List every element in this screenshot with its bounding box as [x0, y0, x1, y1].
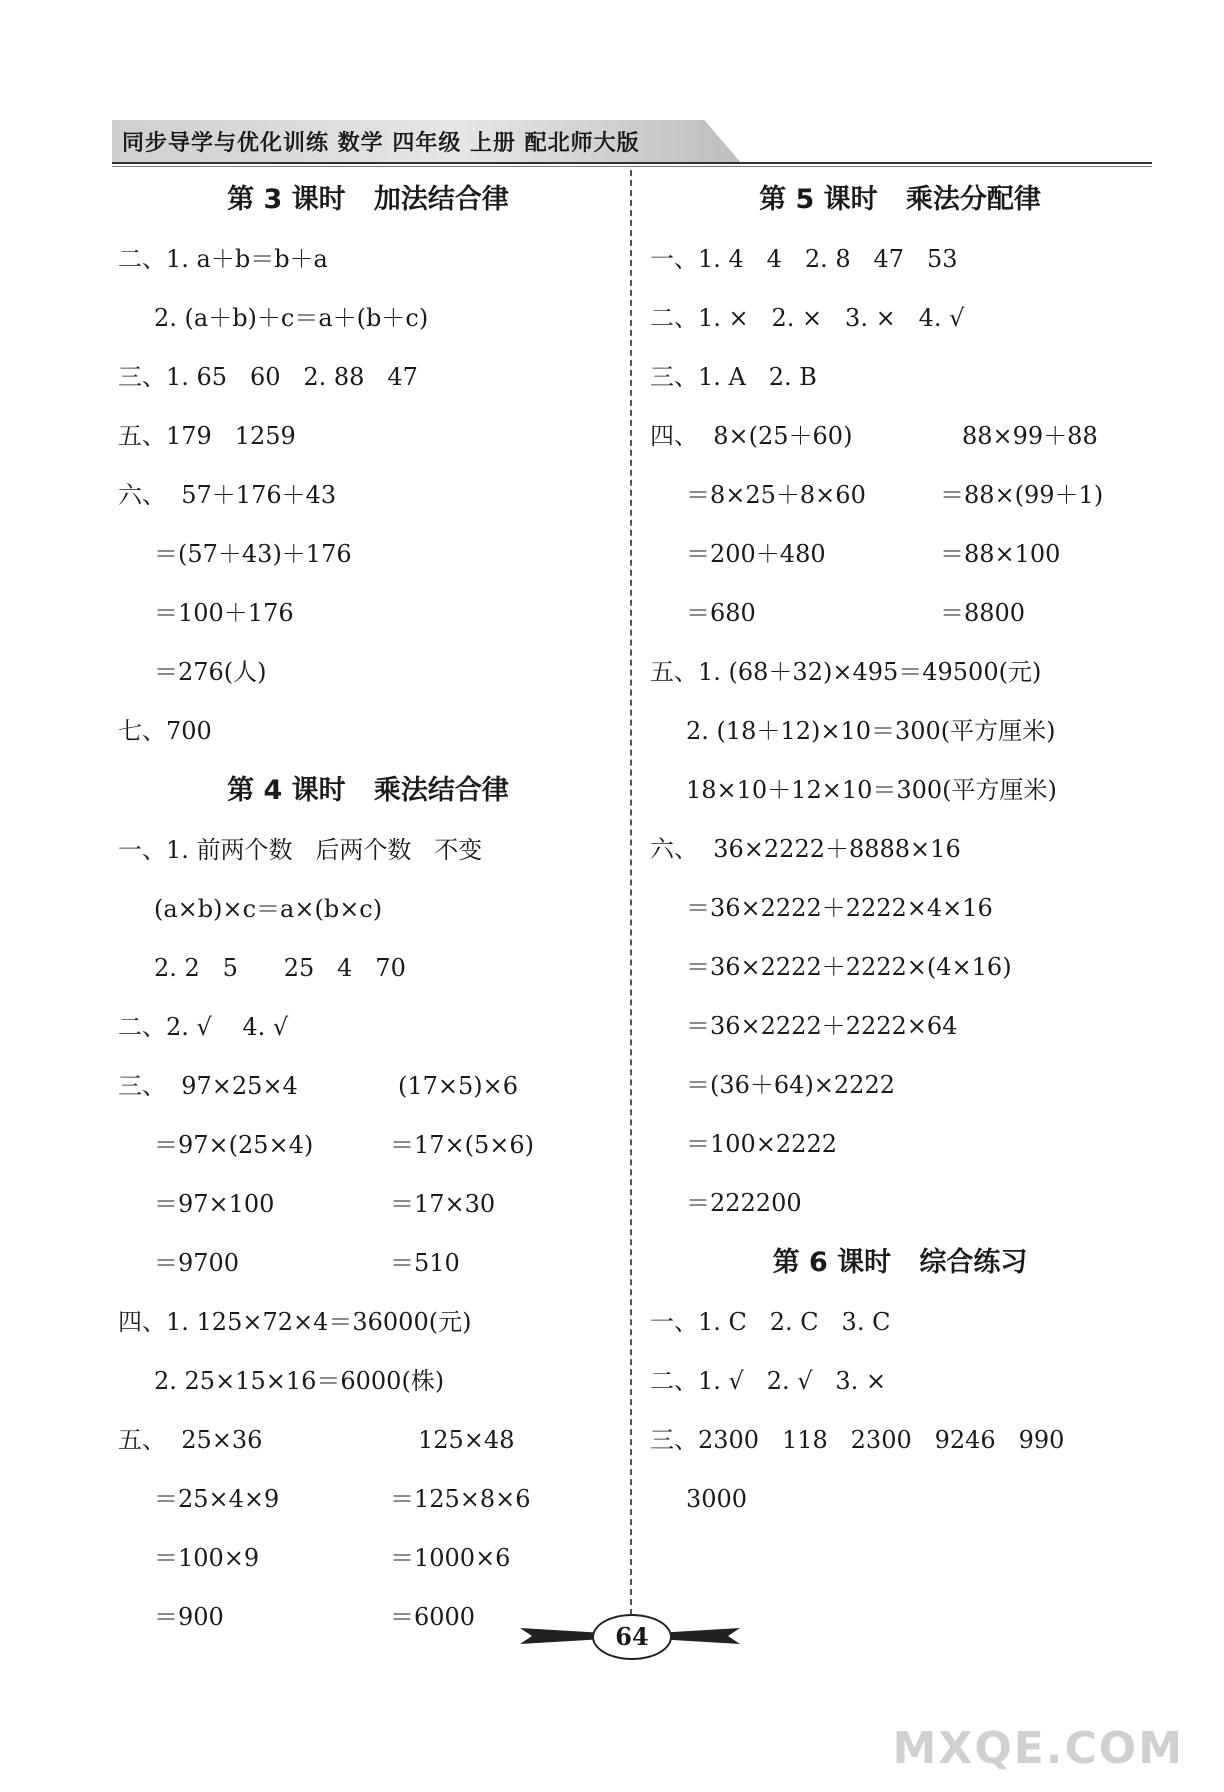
answer-line: 五、179 1259 [118, 422, 296, 450]
calc-step: ＝17×(5×6) [390, 1131, 535, 1159]
section-title: 第 5 课时 乘法分配律 [759, 184, 1041, 215]
answer-line: 六、 57＋176＋43 [118, 481, 337, 509]
calc-step: ＝100×9 [154, 1544, 260, 1572]
calc-step: 三、 97×25×4 [118, 1072, 298, 1100]
answer-line: ＝222200 [686, 1189, 802, 1217]
answer-line: ＝(36＋64)×2222 [686, 1071, 895, 1099]
answer-line: ＝276(人) [154, 658, 267, 686]
section-title: 第 4 课时 乘法结合律 [227, 775, 509, 806]
answer-line: ＝36×2222＋2222×4×16 [686, 894, 993, 922]
left-column [118, 170, 618, 1647]
right-column [650, 170, 1150, 1529]
answer-line: 一、1. 前两个数 后两个数 不变 [118, 836, 483, 864]
calc-step: ＝88×100 [940, 540, 1061, 568]
calc-row [118, 1175, 618, 1234]
header-rule-thin [112, 166, 1152, 167]
section-title: 第 3 课时 加法结合律 [227, 184, 509, 215]
answer-line: (a×b)×c＝a×(b×c) [154, 895, 383, 923]
calc-step: ＝900 [154, 1603, 224, 1631]
calc-step: ＝25×4×9 [154, 1485, 280, 1513]
calc-row [118, 1411, 618, 1470]
answer-line: 一、1. 4 4 2. 8 47 53 [650, 245, 958, 273]
page-number: 64 [592, 1614, 672, 1660]
calc-row [118, 1529, 618, 1588]
calc-step: (17×5)×6 [398, 1072, 519, 1100]
calc-step: ＝17×30 [390, 1190, 496, 1218]
column-divider [630, 170, 632, 1635]
answer-line: 二、1. a＋b＝b＋a [118, 245, 328, 273]
calc-row [118, 1234, 618, 1293]
calc-step: ＝200＋480 [686, 540, 826, 568]
calc-step: ＝6000 [390, 1603, 476, 1631]
section-title: 第 6 课时 综合练习 [772, 1247, 1028, 1278]
calc-row [118, 1470, 618, 1529]
answer-line: 五、1. (68＋32)×495＝49500(元) [650, 658, 1042, 686]
answer-line: ＝36×2222＋2222×(4×16) [686, 953, 1012, 981]
watermark-logo: MXQE.COM [892, 1723, 1184, 1774]
calc-step: ＝1000×6 [390, 1544, 511, 1572]
calc-step: ＝88×(99＋1) [940, 481, 1104, 509]
answer-line: 二、2. √ 4. √ [118, 1013, 289, 1041]
answer-line: 2. (18＋12)×10＝300(平方厘米) [686, 717, 1056, 745]
answer-line: 二、1. √ 2. √ 3. × [650, 1367, 887, 1395]
answer-line: 二、1. × 2. × 3. × 4. √ [650, 304, 965, 332]
calc-row [650, 407, 1150, 466]
ribbon-right-icon [660, 1628, 740, 1644]
answer-line: 三、2300 118 2300 9246 990 [650, 1426, 1065, 1454]
calc-step: ＝510 [390, 1249, 460, 1277]
calc-step: ＝97×(25×4) [154, 1131, 314, 1159]
calc-row [118, 1057, 618, 1116]
calc-step: 四、 8×(25＋60) [650, 422, 853, 450]
calc-step: ＝8×25＋8×60 [686, 481, 866, 509]
calc-row [650, 466, 1150, 525]
answer-line: 三、1. A 2. B [650, 363, 817, 391]
calc-step: ＝680 [686, 599, 756, 627]
calc-step: ＝8800 [940, 599, 1026, 627]
page-footer [520, 1612, 740, 1662]
answer-line: ＝100＋176 [154, 599, 294, 627]
answer-line: 18×10＋12×10＝300(平方厘米) [686, 776, 1057, 804]
calc-row [118, 1116, 618, 1175]
answer-line: 六、 36×2222＋8888×16 [650, 835, 961, 863]
header-title: 同步导学与优化训练 数学 四年级 上册 配北师大版 [122, 130, 640, 156]
answer-line: 七、700 [118, 717, 212, 745]
answer-line: 2. 2 5 25 4 70 [154, 954, 406, 982]
answer-line: 四、1. 125×72×4＝36000(元) [118, 1308, 472, 1336]
calc-step: ＝97×100 [154, 1190, 275, 1218]
calc-step: 125×48 [418, 1426, 515, 1454]
answer-line: 2. 25×15×16＝6000(株) [154, 1367, 445, 1395]
answer-line: ＝36×2222＋2222×64 [686, 1012, 958, 1040]
header-rule [112, 162, 1152, 164]
calc-step: ＝9700 [154, 1249, 240, 1277]
answer-line: ＝100×2222 [686, 1130, 837, 1158]
ribbon-left-icon [520, 1628, 600, 1644]
calc-row [650, 525, 1150, 584]
answer-line: 3000 [686, 1485, 748, 1513]
calc-step: 88×99＋88 [962, 422, 1098, 450]
calc-step: ＝125×8×6 [390, 1485, 531, 1513]
calc-step: 五、 25×36 [118, 1426, 263, 1454]
calc-row [650, 584, 1150, 643]
answer-line: 2. (a＋b)＋c＝a＋(b＋c) [154, 304, 429, 332]
answer-line: ＝(57＋43)＋176 [154, 540, 352, 568]
answer-line: 三、1. 65 60 2. 88 47 [118, 363, 418, 391]
answer-line: 一、1. C 2. C 3. C [650, 1308, 891, 1336]
